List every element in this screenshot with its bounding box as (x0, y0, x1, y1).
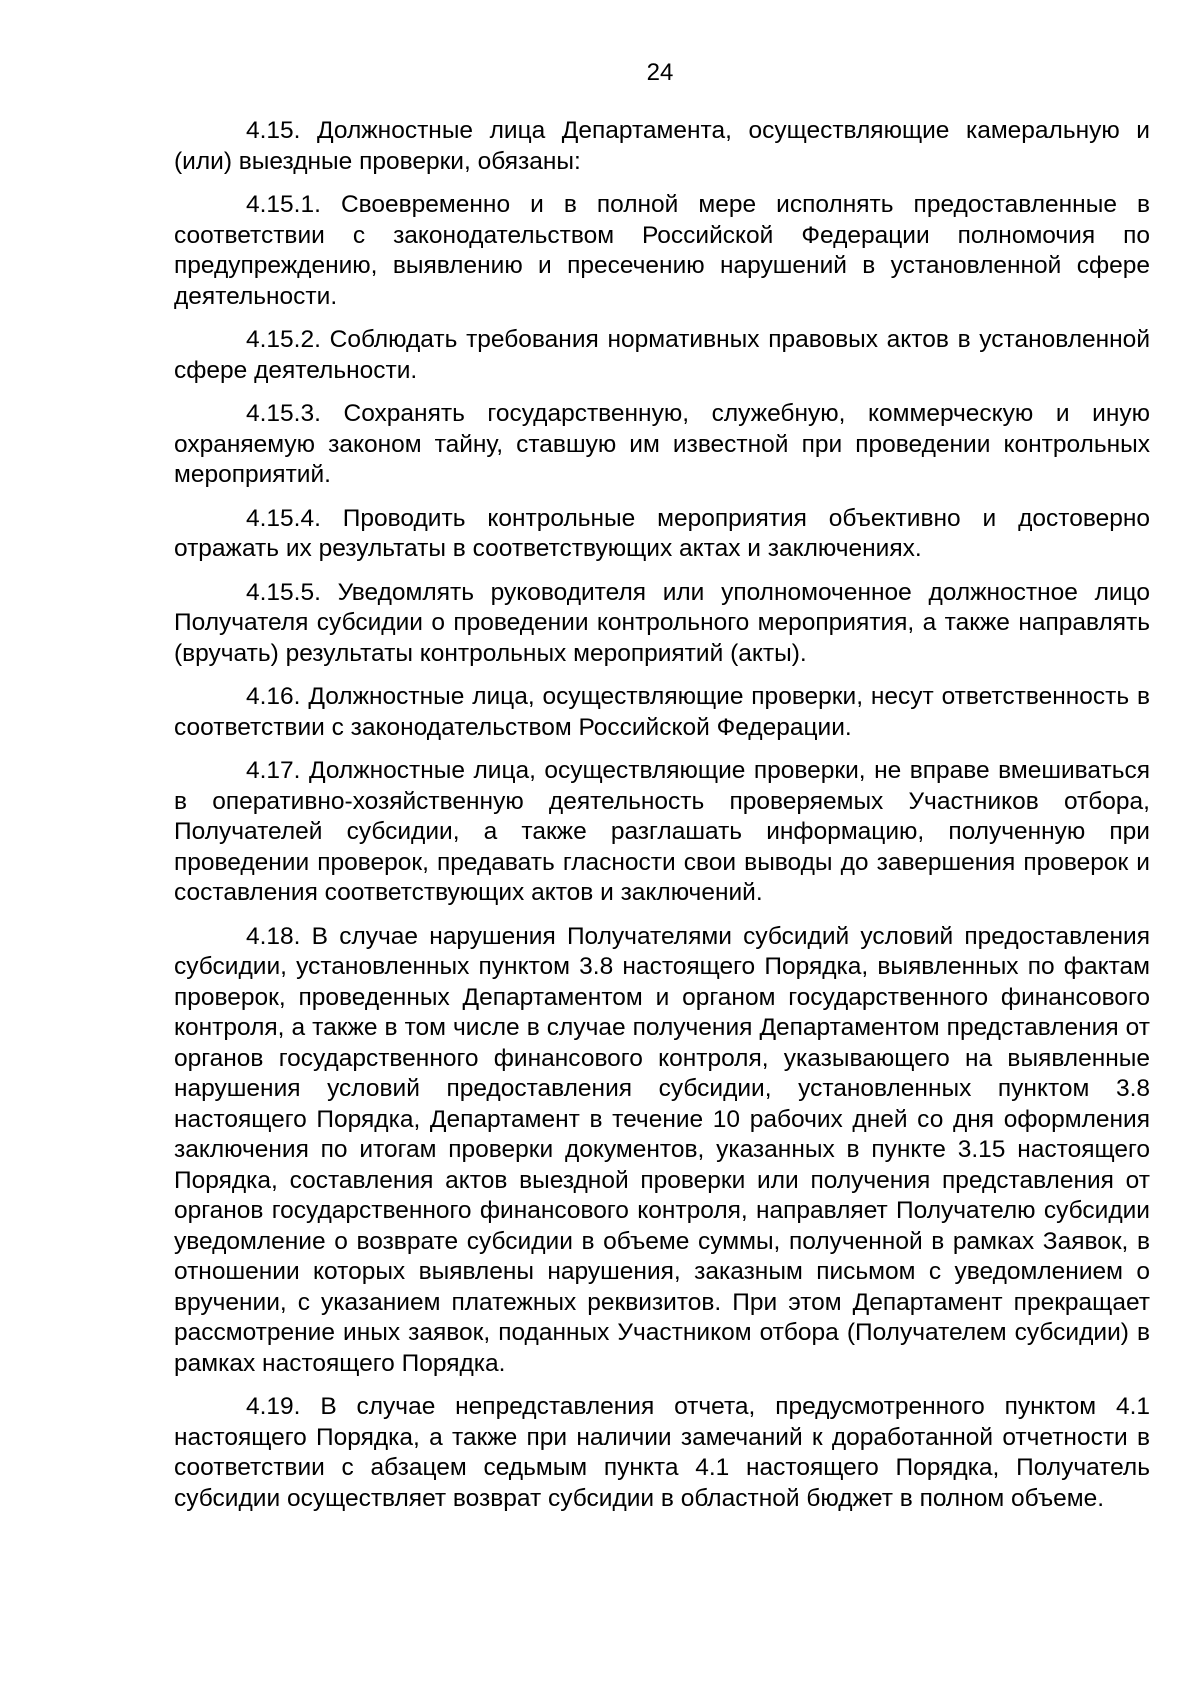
paragraph-4-15-3: 4.15.3. Сохранять государственную, служебную, коммерческую и иную охраняемую законом тайну, ставшую им известной при проведении контрольных мероприятий. (174, 400, 1150, 488)
paragraph-4-15-2: 4.15.2. Соблюдать требования нормативных правовых актов в установленной сфере деятельности. (174, 326, 1150, 384)
paragraph-4-15: 4.15. Должностные лица Департамента, осуществляющие камеральную и (или) выездные проверки, обязаны: (174, 117, 1150, 175)
paragraph-4-17: 4.17. Должностные лица, осуществляющие проверки, не вправе вмешиваться в оперативно-хозяйственную деятельность проверяемых Участников отбора, Получателей субсидии, а также разглашать информацию, полученную при проведении проверок, предавать гласности свои выводы до завершения проверок и составления соответствующих актов и заключений. (174, 757, 1150, 906)
paragraph-4-18: 4.18. В случае нарушения Получателями субсидий условий предоставления субсидии, установленных пунктом 3.8 настоящего Порядка, выявленных по фактам проверок, проведенных Департаментом и органом государственного финансового контроля, а также в том числе в случае получения Департаментом представления от органов государственного финансового контроля, указывающего на выявленные нарушения условий предоставления субсидии, установленных пунктом 3.8 настоящего Порядка, Департамент в течение 10 рабочих дней со дня оформления заключения по итогам проверки документов, указанных в пункте 3.15 настоящего Порядка, составления актов выездной проверки или получения представления от органов государственного финансового контроля, направляет Получателю субсидии уведомление о возврате субсидии в объеме суммы, полученной в рамках Заявок, в отношении которых выявлены нарушения, заказным письмом с уведомлением о вручении, с указанием платежных реквизитов. При этом Департамент прекращает рассмотрение иных заявок, поданных Участником отбора (Получателем субсидии) в рамках настоящего Порядка. (174, 922, 1150, 1377)
document-body (174, 116, 1150, 1527)
paragraph-4-15-5: 4.15.5. Уведомлять руководителя или уполномоченное должностное лицо Получателя субсидии о проведении контрольного мероприятия, а также направлять (вручать) результаты контрольных мероприятий (акты). (174, 578, 1150, 667)
paragraph-4-19: 4.19. В случае непредставления отчета, предусмотренного пунктом 4.1 настоящего Порядка, а также при наличии замечаний к доработанной отчетности в соответствии с абзацем седьмым пункта 4.1 настоящего Порядка, Получатель субсидии осуществляет возврат субсидии в областной бюджет в полном объеме. (174, 1393, 1150, 1512)
paragraph-4-15-4: 4.15.4. Проводить контрольные мероприятия объективно и достоверно отражать их результаты в соответствующих актах и заключениях. (174, 504, 1150, 562)
paragraph-4-15-1: 4.15.1. Своевременно и в полной мере исполнять предоставленные в соответствии с законодательством Российской Федерации полномочия по предупреждению, выявлению и пресечению нарушений в установленной сфере деятельности. (174, 191, 1150, 310)
paragraph-4-16: 4.16. Должностные лица, осуществляющие проверки, несут ответственность в соответствии с законодательством Российской Федерации. (174, 683, 1150, 741)
page-number: 24 (646, 59, 674, 86)
